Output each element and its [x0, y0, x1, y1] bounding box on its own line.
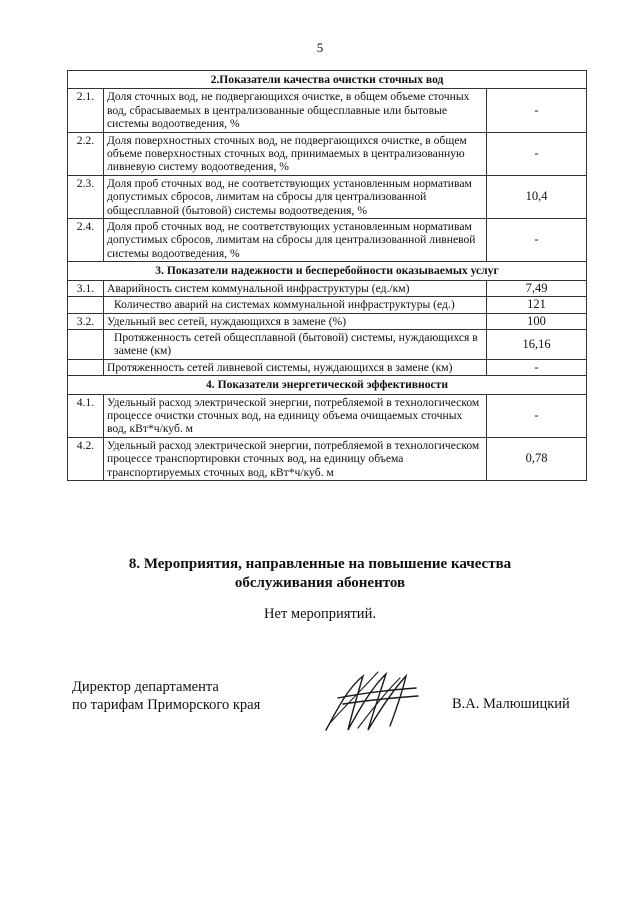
indicator-name: Аварийность систем коммунальной инфраструктуры (ед./км) — [104, 280, 487, 296]
section-heading — [0, 555, 640, 593]
indicator-value: - — [487, 219, 587, 262]
section-header-row — [68, 71, 587, 89]
indicator-name: Доля поверхностных сточных вод, не подвергающихся очистке, в общем объеме поверхностных сточных вод, принимаемых в централизованную ливневую систему водоотведения, % — [104, 132, 487, 175]
table-row — [68, 219, 587, 262]
handwritten-signature — [318, 668, 428, 738]
signer-title-line-2: по тарифам Приморского края — [72, 697, 261, 713]
no-measures-text: Нет мероприятий. — [264, 606, 376, 622]
table-row — [68, 313, 587, 329]
table-row — [68, 394, 587, 437]
indicator-name: Протяженность сетей общесплавной (бытовой) системы, нуждающихся в замене (км) — [104, 329, 487, 359]
row-number: 2.3. — [68, 175, 104, 218]
indicator-name: Доля проб сточных вод, не соответствующих установленным нормативам допустимых сбросов, лимитам на сбросы для централизованной общесплавной (бытовой) системы водоотведения, % — [104, 175, 487, 218]
section-title: 4. Показатели энергетической эффективности — [68, 376, 587, 394]
section-title: 3. Показатели надежности и бесперебойности оказываемых услуг — [68, 262, 587, 280]
indicators-table — [67, 70, 587, 481]
indicator-name: Доля сточных вод, не подвергающихся очистке, в общем объеме сточных вод, сбрасываемых в централизованные общесплавные или бытовые системы водоотведения, % — [104, 89, 487, 132]
heading-line-2: обслуживания абонентов — [234, 575, 406, 591]
page-number: 5 — [316, 40, 324, 55]
section-title: 2.Показатели качества очистки сточных вод — [68, 71, 587, 89]
indicator-name: Удельный расход электрической энергии, потребляемой в технологическом процессе очистки сточных вод, на единицу объема очищаемых сточных вод, кВт*ч/куб. м — [104, 394, 487, 437]
indicator-value: - — [487, 359, 587, 375]
indicator-value: - — [487, 89, 587, 132]
table-row — [68, 437, 587, 480]
section-header-row — [68, 376, 587, 394]
signer-title-line-1: Директор департамента — [72, 679, 219, 695]
section-header-row — [68, 262, 587, 280]
table-row — [68, 297, 587, 313]
row-number: 2.4. — [68, 219, 104, 262]
indicators-table-container — [67, 70, 586, 481]
signer-name: В.А. Малюшицкий — [452, 696, 570, 712]
indicator-value: 10,4 — [487, 175, 587, 218]
indicator-name: Удельный расход электрической энергии, потребляемой в технологическом процессе транспортировки сточных вод, на единицу объема транспортируемых сточных вод, кВт*ч/куб. м — [104, 437, 487, 480]
row-number — [68, 297, 104, 313]
table-row — [68, 280, 587, 296]
table-row — [68, 329, 587, 359]
indicator-name: Протяженность сетей ливневой системы, нуждающихся в замене (км) — [104, 359, 487, 375]
row-number — [68, 359, 104, 375]
indicator-name: Доля проб сточных вод, не соответствующих установленным нормативам допустимых сбросов, лимитам на сбросы для централизованной ливневой системы водоотведения, % — [104, 219, 487, 262]
indicator-value: 121 — [487, 297, 587, 313]
indicator-name: Удельный вес сетей, нуждающихся в замене (%) — [104, 313, 487, 329]
table-row — [68, 359, 587, 375]
row-number: 2.1. — [68, 89, 104, 132]
indicator-name: Количество аварий на системах коммунальной инфраструктуры (ед.) — [104, 297, 487, 313]
indicator-value: 100 — [487, 313, 587, 329]
table-row — [68, 89, 587, 132]
indicator-value: 16,16 — [487, 329, 587, 359]
row-number: 2.2. — [68, 132, 104, 175]
table-row — [68, 175, 587, 218]
row-number: 4.2. — [68, 437, 104, 480]
indicator-value: - — [487, 394, 587, 437]
indicator-value: 7,49 — [487, 280, 587, 296]
signer-title — [72, 678, 260, 714]
table-row — [68, 132, 587, 175]
row-number: 3.2. — [68, 313, 104, 329]
indicator-value: - — [487, 132, 587, 175]
indicator-value: 0,78 — [487, 437, 587, 480]
row-number: 4.1. — [68, 394, 104, 437]
row-number: 3.1. — [68, 280, 104, 296]
heading-line-1: 8. Мероприятия, направленные на повышение качества — [128, 556, 512, 572]
row-number — [68, 329, 104, 359]
